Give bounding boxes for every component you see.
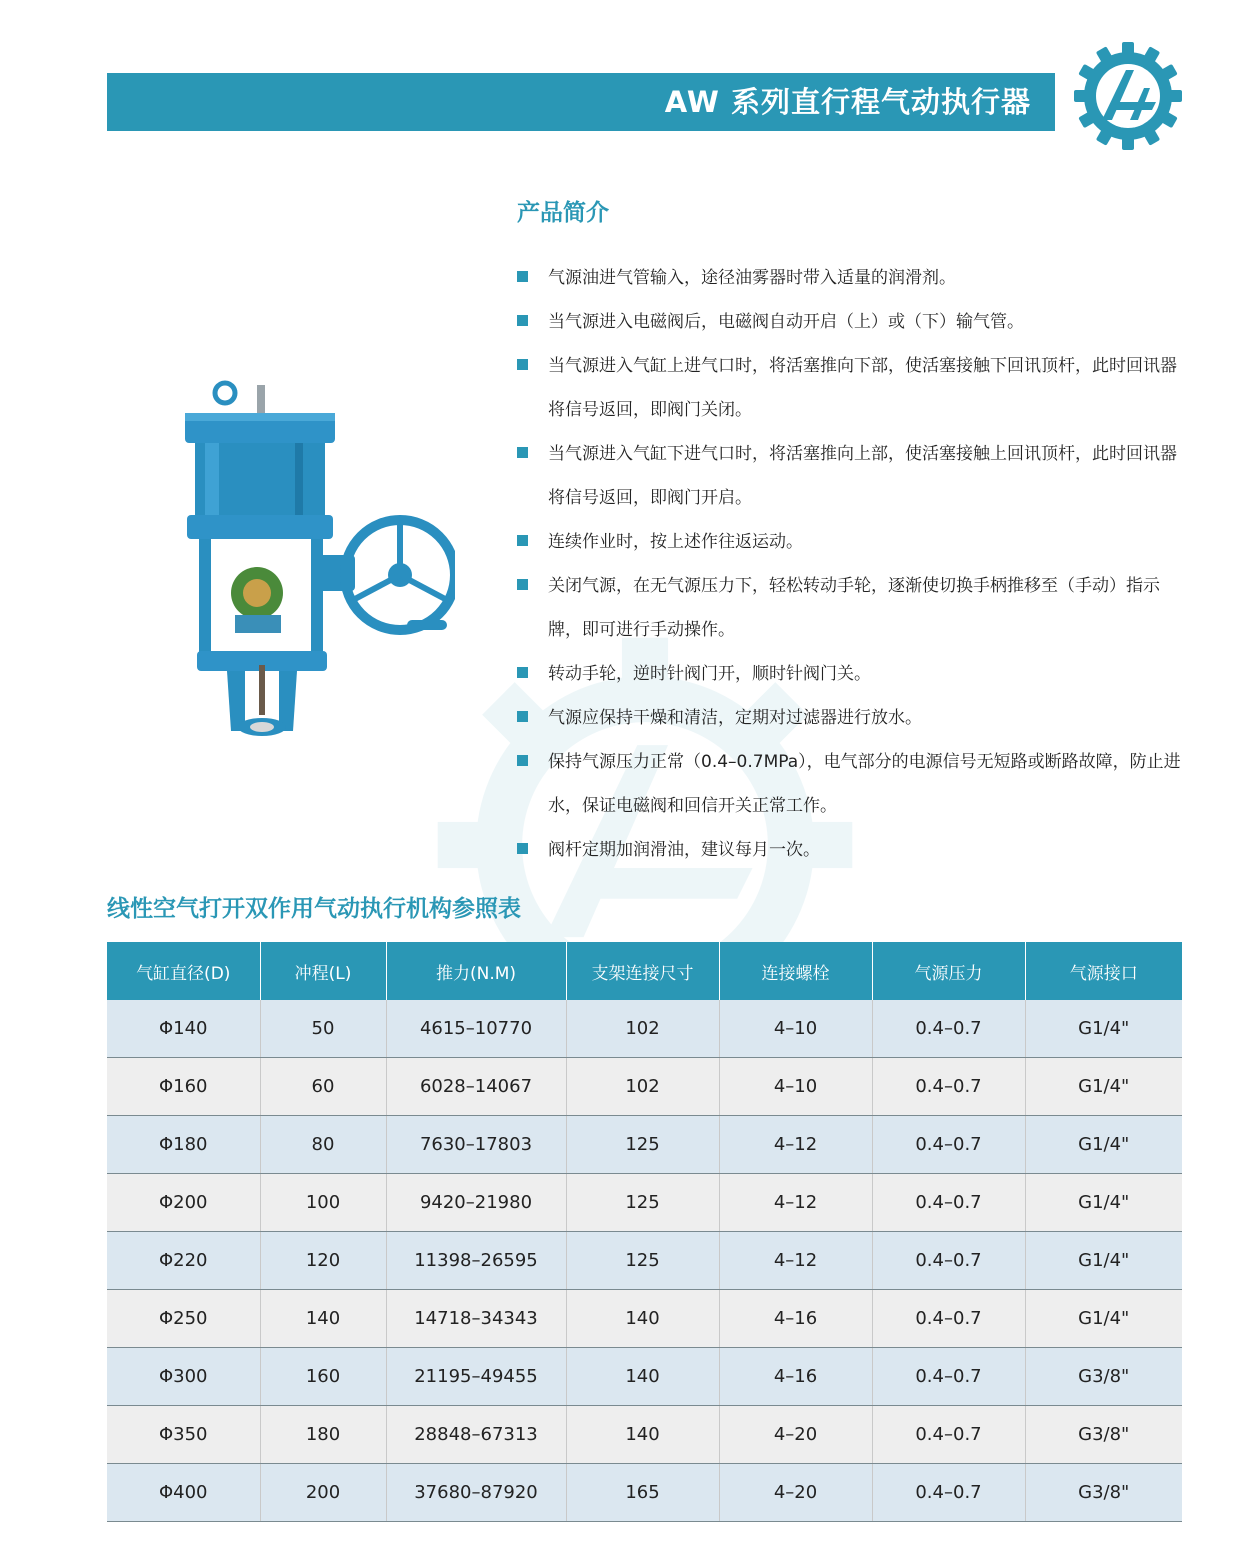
table-cell: 140 (566, 1348, 719, 1406)
intro-item (517, 740, 1187, 828)
table-cell: 0.4–0.7 (872, 1174, 1025, 1232)
column-header: 气缸直径(D) (107, 942, 260, 1000)
square-bullet-icon (517, 667, 528, 678)
square-bullet-icon (517, 447, 528, 458)
table-cell: 50 (260, 1000, 386, 1058)
table-cell: Φ250 (107, 1290, 260, 1348)
table-row (107, 1348, 1182, 1406)
table-cell: 0.4–0.7 (872, 1406, 1025, 1464)
table-cell: 120 (260, 1232, 386, 1290)
table-cell: G1/4" (1025, 1058, 1182, 1116)
table-cell: 0.4–0.7 (872, 1290, 1025, 1348)
table-row (107, 1000, 1182, 1058)
table-row (107, 1406, 1182, 1464)
table-cell: 4–16 (719, 1290, 872, 1348)
square-bullet-icon (517, 535, 528, 546)
table-cell: 100 (260, 1174, 386, 1232)
table-cell: Φ300 (107, 1348, 260, 1406)
intro-item (517, 696, 1187, 740)
table-row (107, 1058, 1182, 1116)
table-cell: 0.4–0.7 (872, 1348, 1025, 1406)
table-cell: 4–12 (719, 1232, 872, 1290)
table-cell: 4–10 (719, 1058, 872, 1116)
table-cell: 160 (260, 1348, 386, 1406)
table-cell: 0.4–0.7 (872, 1000, 1025, 1058)
square-bullet-icon (517, 843, 528, 854)
actuator-product-image (175, 375, 455, 755)
intro-item-text: 保持气源压力正常（0.4–0.7MPa），电气部分的电源信号无短路或断路故障，防止进水，保证电磁阀和回信开关正常工作。 (548, 752, 1181, 816)
table-cell: G1/4" (1025, 1232, 1182, 1290)
table-cell: G1/4" (1025, 1116, 1182, 1174)
table-cell: 4–20 (719, 1406, 872, 1464)
square-bullet-icon (517, 271, 528, 282)
column-header: 支架连接尺寸 (566, 942, 719, 1000)
table-cell: 4–12 (719, 1116, 872, 1174)
table-cell: 180 (260, 1406, 386, 1464)
column-header: 推力(N.M) (386, 942, 566, 1000)
spec-table (107, 942, 1182, 1522)
square-bullet-icon (517, 315, 528, 326)
intro-item (517, 344, 1187, 432)
page-title: AW 系列直行程气动执行器 (664, 85, 1031, 119)
table-header-row (107, 942, 1182, 1000)
intro-item-text: 关闭气源，在无气源压力下，轻松转动手轮，逐渐使切换手柄推移至（手动）指示牌，即可进行手动操作。 (548, 576, 1160, 640)
intro-item (517, 432, 1187, 520)
column-header: 气源压力 (872, 942, 1025, 1000)
table-cell: 14718–34343 (386, 1290, 566, 1348)
intro-item (517, 828, 1187, 872)
table-cell: Φ220 (107, 1232, 260, 1290)
intro-item (517, 652, 1187, 696)
table-cell: G1/4" (1025, 1290, 1182, 1348)
table-cell: 60 (260, 1058, 386, 1116)
table-cell: 4–20 (719, 1464, 872, 1522)
header-bar (107, 73, 1055, 131)
table-cell: 21195–49455 (386, 1348, 566, 1406)
square-bullet-icon (517, 755, 528, 766)
table-cell: 140 (260, 1290, 386, 1348)
column-header: 冲程(L) (260, 942, 386, 1000)
table-cell: 125 (566, 1116, 719, 1174)
table-row (107, 1116, 1182, 1174)
table-cell: Φ400 (107, 1464, 260, 1522)
table-cell: 80 (260, 1116, 386, 1174)
square-bullet-icon (517, 711, 528, 722)
table-cell: G3/8" (1025, 1406, 1182, 1464)
intro-item-text: 转动手轮，逆时针阀门开，顺时针阀门关。 (548, 664, 871, 684)
column-header: 连接螺栓 (719, 942, 872, 1000)
intro-item-text: 当气源进入电磁阀后，电磁阀自动开启（上）或（下）输气管。 (548, 312, 1024, 332)
table-cell: 0.4–0.7 (872, 1232, 1025, 1290)
table-cell: 37680–87920 (386, 1464, 566, 1522)
intro-item-text: 当气源进入气缸下进气口时，将活塞推向上部，使活塞接触上回讯顶杆，此时回讯器将信号返回，即阀门开启。 (548, 444, 1177, 508)
table-row (107, 1174, 1182, 1232)
table-cell: 140 (566, 1406, 719, 1464)
table-row (107, 1232, 1182, 1290)
intro-item-text: 阀杆定期加润滑油，建议每月一次。 (548, 840, 820, 860)
column-header: 气源接口 (1025, 942, 1182, 1000)
table-cell: 6028–14067 (386, 1058, 566, 1116)
intro-title: 产品简介 (517, 200, 609, 226)
table-cell: 125 (566, 1232, 719, 1290)
table-cell: G3/8" (1025, 1464, 1182, 1522)
table-cell: Φ350 (107, 1406, 260, 1464)
table-cell: G3/8" (1025, 1348, 1182, 1406)
table-cell: 102 (566, 1058, 719, 1116)
intro-item (517, 564, 1187, 652)
table-row (107, 1464, 1182, 1522)
table-cell: 4–12 (719, 1174, 872, 1232)
table-cell: 125 (566, 1174, 719, 1232)
square-bullet-icon (517, 579, 528, 590)
table-cell: 0.4–0.7 (872, 1116, 1025, 1174)
table-cell: Φ200 (107, 1174, 260, 1232)
table-cell: 28848–67313 (386, 1406, 566, 1464)
gear-logo-icon (1072, 40, 1184, 152)
table-cell: 200 (260, 1464, 386, 1522)
table-title: 线性空气打开双作用气动执行机构参照表 (107, 896, 521, 922)
intro-item-text: 气源应保持干燥和清洁，定期对过滤器进行放水。 (548, 708, 922, 728)
intro-item-text: 当气源进入气缸上进气口时，将活塞推向下部，使活塞接触下回讯顶杆，此时回讯器将信号返回，即阀门关闭。 (548, 356, 1177, 420)
table-cell: 140 (566, 1290, 719, 1348)
intro-list (517, 256, 1187, 872)
table-cell: 0.4–0.7 (872, 1058, 1025, 1116)
table-cell: 9420–21980 (386, 1174, 566, 1232)
table-cell: 102 (566, 1000, 719, 1058)
table-cell: Φ180 (107, 1116, 260, 1174)
table-row (107, 1290, 1182, 1348)
intro-item (517, 300, 1187, 344)
table-cell: 4–10 (719, 1000, 872, 1058)
table-cell: 0.4–0.7 (872, 1464, 1025, 1522)
table-cell: 11398–26595 (386, 1232, 566, 1290)
intro-item (517, 520, 1187, 564)
intro-item-text: 连续作业时，按上述作往返运动。 (548, 532, 803, 552)
table-cell: 165 (566, 1464, 719, 1522)
table-cell: G1/4" (1025, 1000, 1182, 1058)
table-cell: Φ160 (107, 1058, 260, 1116)
table-cell: 7630–17803 (386, 1116, 566, 1174)
square-bullet-icon (517, 359, 528, 370)
intro-item-text: 气源油进气管输入，途径油雾器时带入适量的润滑剂。 (548, 268, 956, 288)
table-cell: 4615–10770 (386, 1000, 566, 1058)
intro-item (517, 256, 1187, 300)
table-cell: Φ140 (107, 1000, 260, 1058)
table-cell: G1/4" (1025, 1174, 1182, 1232)
table-cell: 4–16 (719, 1348, 872, 1406)
